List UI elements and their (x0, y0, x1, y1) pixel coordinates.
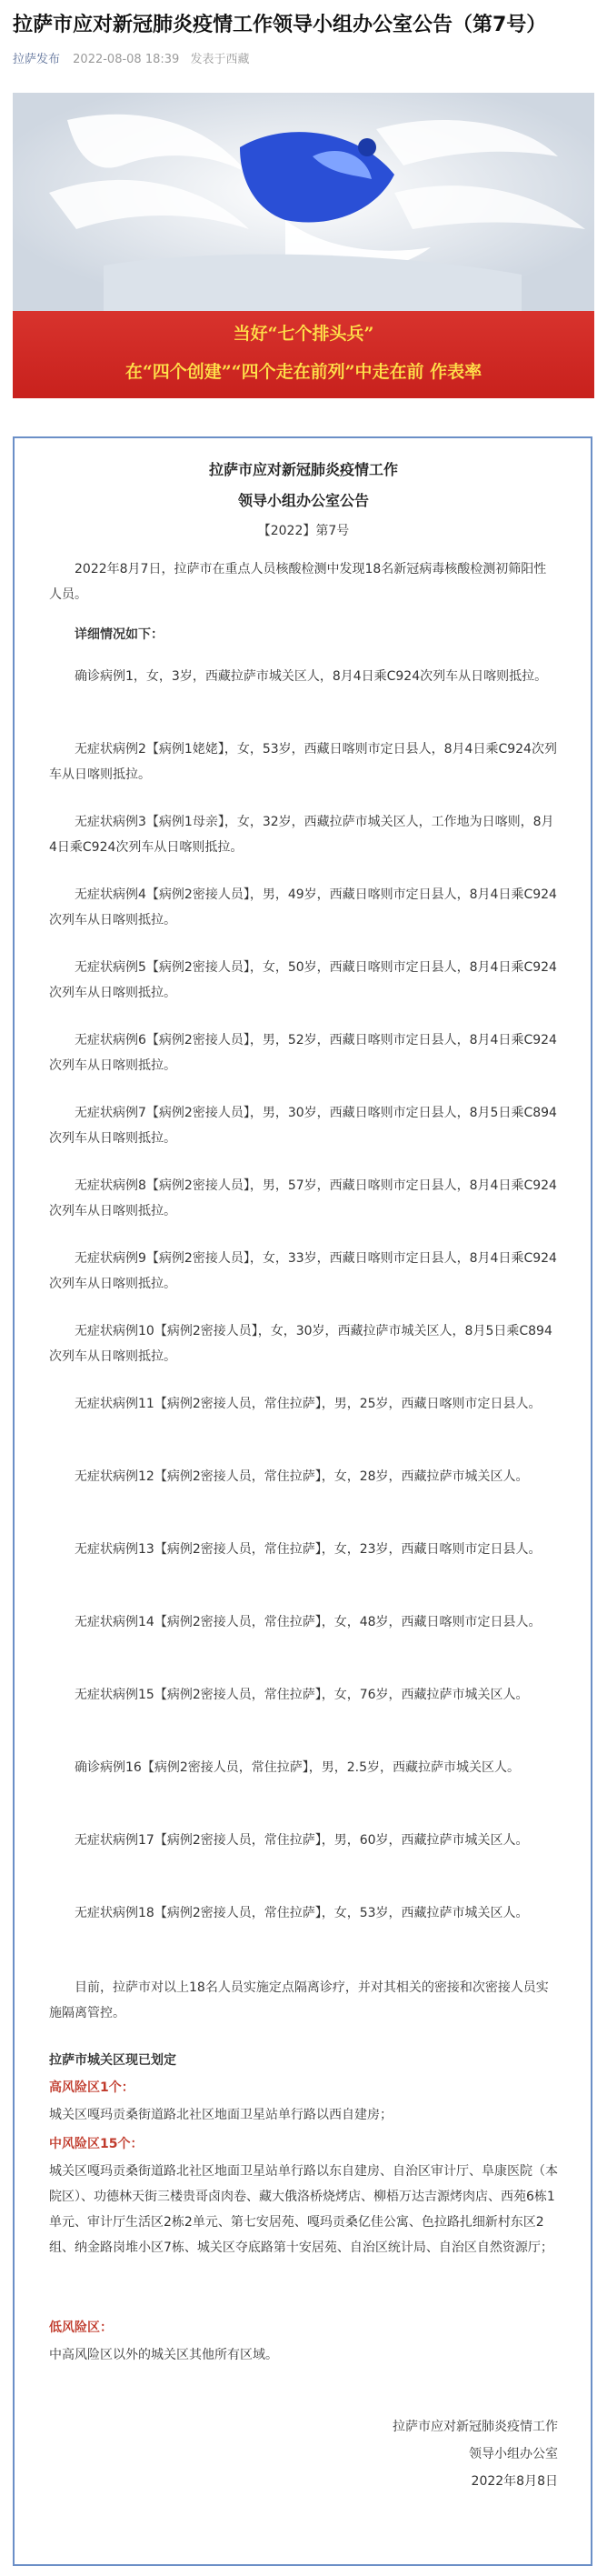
intro-paragraph: 2022年8月7日，拉萨市在重点人员核酸检测中发现18名新冠病毒核酸检测初筛阳性人员。 (49, 562, 547, 602)
case-item: 无症状病例3【病例1母亲】，女，32岁，西藏拉萨市城关区人，工作地为日喀则，8月4日乘C924次列车从日喀则抵拉。 (49, 815, 554, 855)
publish-location: 发表于西藏 (190, 53, 250, 66)
article-title: 拉萨市应对新冠肺炎疫情工作领导小组办公室公告（第7号） (13, 14, 547, 36)
case-item: 无症状病例10【病例2密接人员】，女，30岁，西藏拉萨市城关区人，8月5日乘C894次列车从日喀则抵拉。 (49, 1324, 552, 1364)
case-item: 无症状病例9【病例2密接人员】，女，33岁，西藏日喀则市定日县人，8月4日乘C924次列车从日喀则抵拉。 (49, 1251, 557, 1291)
case-item: 无症状病例11【病例2密接人员，常住拉萨】，男，25岁，西藏日喀则市定日县人。 (75, 1397, 542, 1411)
bird-artwork-icon (13, 93, 594, 311)
document-heading-line1: 拉萨市应对新冠肺炎疫情工作 (208, 461, 398, 478)
banner-artwork (13, 93, 594, 311)
banner-slogan-line2: 在“四个创建”“四个走在前列”中走在前 作表率 (124, 362, 483, 382)
publish-datetime: 2022-08-08 18:39 (73, 53, 180, 66)
case-item: 无症状病例6【病例2密接人员】，男，52岁，西藏日喀则市定日县人，8月4日乘C924次列车从日喀则抵拉。 (49, 1033, 557, 1073)
signature-date: 2022年8月8日 (471, 2474, 558, 2489)
low-risk-text: 中高风险区以外的城关区其他所有区域。 (49, 2348, 278, 2362)
case-item: 无症状病例5【病例2密接人员】，女，50岁，西藏日喀则市定日县人，8月4日乘C924次列车从日喀则抵拉。 (49, 960, 557, 1000)
current-status-paragraph: 目前，拉萨市对以上18名人员实施定点隔离诊疗，并对其相关的密接和次密接人员实施隔离管控。 (49, 1980, 549, 2020)
case-item: 无症状病例7【病例2密接人员】，男，30岁，西藏日喀则市定日县人，8月5日乘C894次列车从日喀则抵拉。 (49, 1106, 557, 1146)
mid-risk-label: 中风险区15个： (49, 2137, 144, 2151)
signature-line2: 领导小组办公室 (469, 2447, 558, 2461)
case-item: 无症状病例2【病例1姥姥】，女，53岁，西藏日喀则市定日县人，8月4日乘C924次列车从日喀则抵拉。 (49, 742, 557, 782)
high-risk-text: 城关区嘎玛贡桑街道路北社区地面卫星站单行路以西自建房； (49, 2108, 393, 2122)
case-item: 无症状病例4【病例2密接人员】，男，49岁，西藏日喀则市定日县人，8月4日乘C924次列车从日喀则抵拉。 (49, 887, 557, 927)
case-item: 确诊病例1，女，3岁，西藏拉萨市城关区人，8月4日乘C924次列车从日喀则抵拉。 (75, 669, 548, 684)
document-number: 【2022】第7号 (257, 524, 350, 538)
zones-heading: 拉萨市城关区现已划定 (49, 2053, 176, 2068)
case-item: 无症状病例14【病例2密接人员，常住拉萨】，女，48岁，西藏日喀则市定日县人。 (75, 1615, 542, 1629)
banner-slogan-line1: 当好“七个排头兵” (233, 324, 374, 344)
banner-image (13, 93, 594, 398)
high-risk-label: 高风险区1个： (49, 2080, 134, 2095)
low-risk-label: 低风险区： (49, 2320, 113, 2335)
author-link[interactable]: 拉萨发布 (13, 53, 61, 66)
case-item: 无症状病例15【病例2密接人员，常住拉萨】，女，76岁，西藏拉萨市城关区人。 (75, 1688, 529, 1702)
case-item: 无症状病例13【病例2密接人员，常住拉萨】，女，23岁，西藏日喀则市定日县人。 (75, 1542, 542, 1557)
announcement-document (13, 436, 592, 2566)
banner-slogan (13, 311, 594, 398)
mid-risk-text: 城关区嘎玛贡桑街道路北社区地面卫星站单行路以东自建房、自治区审计厅、阜康医院（本院区）、功德林天街三楼贵哥卤肉卷、藏大俄洛桥烧烤店、柳梧万达吉源烤肉店、西苑6栋1单元、审计厅生活区2栋2单元、第七安居苑、嘎玛贡桑亿佳公寓、色拉路扎细新村东区2组、纳金路岗堆小区7栋、城关区夺底路第十安居苑、自治区统计局、自治区自然资源厅； (49, 2164, 558, 2255)
case-item: 确诊病例16【病例2密接人员，常住拉萨】，男，2.5岁，西藏拉萨市城关区人。 (75, 1760, 520, 1775)
article-meta (13, 49, 256, 66)
case-item: 无症状病例12【病例2密接人员，常住拉萨】，女，28岁，西藏拉萨市城关区人。 (75, 1469, 529, 1484)
signature-line1: 拉萨市应对新冠肺炎疫情工作 (393, 2420, 558, 2434)
document-heading-line2: 领导小组办公室公告 (237, 492, 369, 509)
case-item: 无症状病例18【病例2密接人员，常住拉萨】，女，53岁，西藏拉萨市城关区人。 (75, 1906, 529, 1920)
case-item: 无症状病例8【病例2密接人员】，男，57岁，西藏日喀则市定日县人，8月4日乘C924次列车从日喀则抵拉。 (49, 1178, 557, 1218)
case-item: 无症状病例17【病例2密接人员，常住拉萨】，男，60岁，西藏拉萨市城关区人。 (75, 1833, 529, 1848)
details-heading: 详细情况如下： (75, 627, 164, 642)
